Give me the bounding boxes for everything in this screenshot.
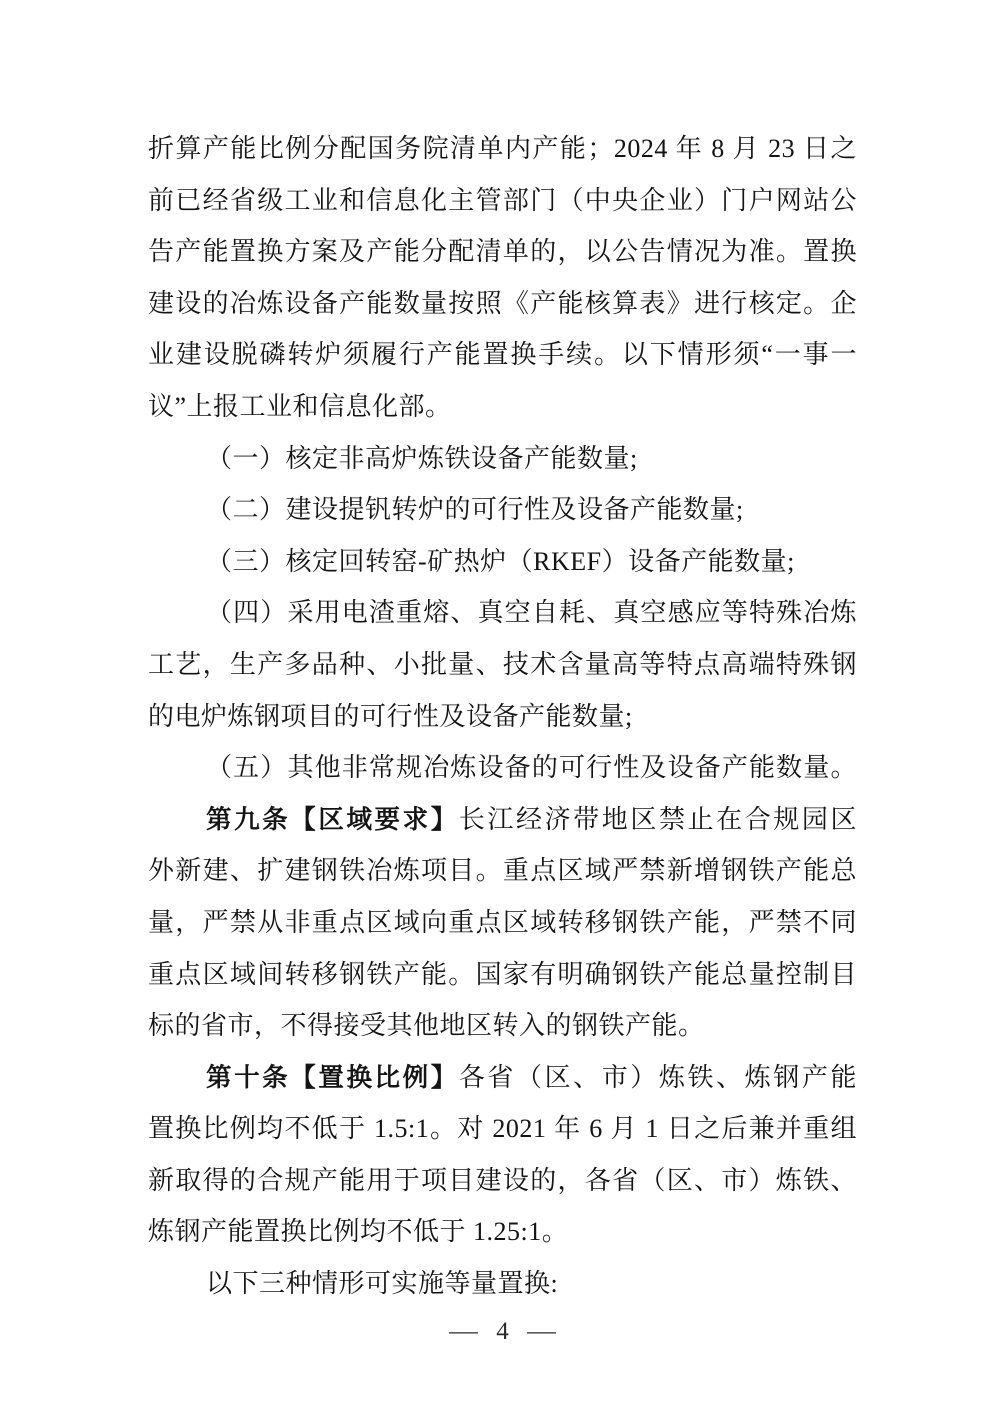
body-line-4: 建设的冶炼设备产能数量按照《产能核算表》进行核定。企 [148, 288, 857, 318]
body-line-3: 告产能置换方案及产能分配清单的，以公告情况为准。置换 [148, 237, 857, 267]
page-footer [148, 1317, 857, 1347]
article-9-line-3: 量，严禁从非重点区域向重点区域转移钢铁产能，严禁不同 [148, 907, 857, 937]
footer-right-dash: — [526, 1317, 556, 1345]
list-item-3: （三）核定回转窑-矿热炉（RKEF）设备产能数量; [206, 546, 795, 576]
article-9-line-4: 重点区域间转移钢铁产能。国家有明确钢铁产能总量控制目 [148, 959, 857, 989]
article-9-heading: 第九条【区域要求】 [206, 805, 459, 834]
body-line-last: 以下三种情形可实施等量置换: [206, 1269, 559, 1299]
article-10-line-2: 置换比例均不低于 1.5:1。对 2021 年 6 月 1 日之后兼并重组 [148, 1114, 857, 1144]
body-line-2: 前已经省级工业和信息化主管部门（中央企业）门户网站公 [148, 185, 857, 215]
article-9-line-2: 外新建、扩建钢铁冶炼项目。重点区域严禁新增钢铁产能总 [148, 856, 857, 886]
article-9-line-1 [148, 794, 857, 846]
article-10-line-3: 新取得的合规产能用于项目建设的，各省（区、市）炼铁、 [148, 1165, 857, 1195]
article-9-line-5: 标的省市，不得接受其他地区转入的钢铁产能。 [148, 1011, 705, 1041]
document-body [148, 123, 857, 1310]
body-line-1: 折算产能比例分配国务院清单内产能；2024 年 8 月 23 日之 [148, 134, 857, 163]
article-10-text: 各省（区、市）炼铁、炼钢产能 [458, 1062, 857, 1092]
list-item-5: （五）其他非常规冶炼设备的可行性及设备产能数量。 [206, 753, 857, 783]
list-item-4-line-2: 工艺，生产多品种、小批量、技术含量高等特点高端特殊钢 [148, 649, 857, 679]
body-line-5: 业建设脱磷转炉须履行产能置换手续。以下情形须“一事一 [148, 340, 857, 370]
list-item-1: （一）核定非高炉炼铁设备产能数量; [206, 443, 638, 473]
list-item-2: （二）建设提钒转炉的可行性及设备产能数量; [206, 495, 744, 525]
list-item-4-line-3: 的电炉炼钢项目的可行性及设备产能数量; [148, 701, 633, 731]
article-10-heading: 第十条【置换比例】 [206, 1063, 459, 1092]
article-10-line-1 [148, 1052, 857, 1104]
article-9-text: 长江经济带地区禁止在合规园区 [458, 804, 857, 834]
footer-left-dash: — [449, 1317, 479, 1345]
article-10-line-4: 炼钢产能置换比例均不低于 1.25:1。 [148, 1217, 569, 1247]
list-item-4-line-1: （四）采用电渣重熔、真空自耗、真空感应等特殊冶炼 [206, 598, 857, 628]
page-number: 4 [496, 1317, 509, 1345]
body-line-6: 议”上报工业和信息化部。 [148, 391, 452, 421]
